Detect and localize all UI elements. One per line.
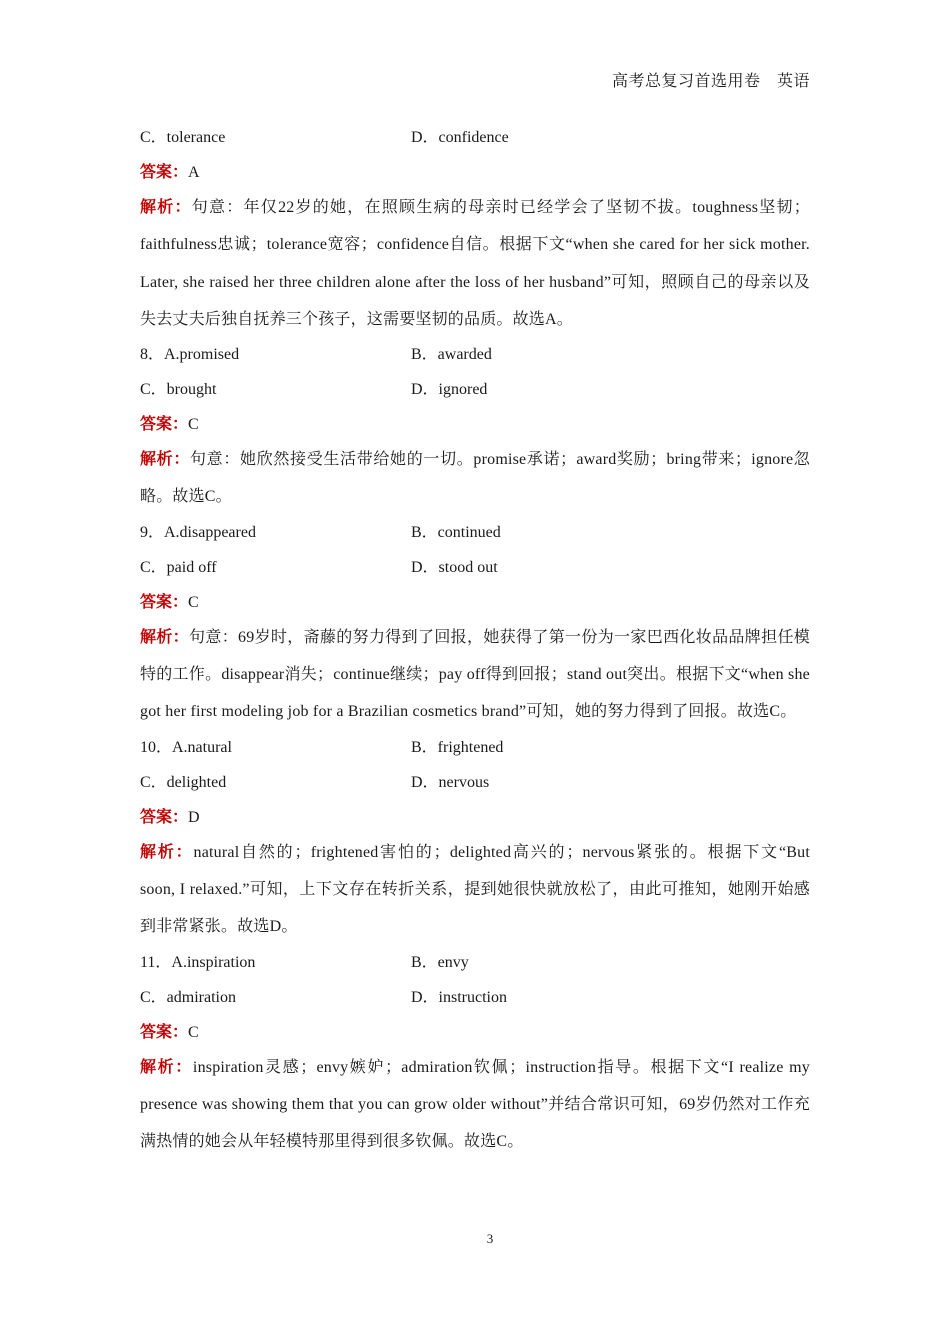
option-row	[140, 519, 810, 554]
option-item: D．confidence	[411, 129, 509, 146]
option-row	[140, 341, 810, 376]
page-header: 高考总复习首选用卷 英语	[611, 73, 810, 90]
explanation	[140, 441, 810, 516]
explanation-label: 解析：	[140, 199, 192, 216]
answer-value: A	[188, 164, 200, 181]
explanation-text: natural自然的；frightened害怕的；delighted高兴的；nervous紧张的。根据下文“But soon, I relaxed.”可知，上下文存在转折关系，提到她很快就放松了，由此可推知，她刚开始感到非常紧张。故选D。	[140, 843, 810, 936]
question-block	[140, 519, 810, 731]
option-row	[140, 734, 810, 769]
option-item: B．awarded	[411, 346, 492, 364]
explanation-label: 解析：	[140, 843, 194, 861]
explanation	[140, 1049, 810, 1161]
explanation-text: 句意：她欣然接受生活带给她的一切。promise承诺；award奖励；bring带来；ignore忽略。故选C。	[140, 451, 810, 506]
option-item: D．ignored	[411, 381, 488, 399]
option-item: 11．A.inspiration	[140, 953, 256, 971]
option-item: C．paid off	[140, 558, 217, 576]
question-block	[140, 341, 810, 516]
option-item: B．envy	[411, 953, 469, 971]
explanation-label: 解析：	[140, 451, 191, 469]
answer-label: 答案：	[140, 808, 189, 826]
explanation	[140, 834, 810, 946]
question-block	[140, 734, 810, 946]
explanation-text: 句意：年仅22岁的她，在照顾生病的母亲时已经学会了坚韧不拔。toughness坚韧；faithfulness忠诚；tolerance宽容；confidence自信。根据下文“when she cared for her sick mother. Later, she raised her three children alone after the loss of her husband”可知，照顾自己的母亲以及失去丈夫后独自抚养三个孩子，这需要坚韧的品质。故选A。	[140, 199, 810, 328]
question-block	[140, 124, 810, 338]
answer-value: C	[188, 416, 199, 434]
option-item: D．nervous	[411, 773, 490, 791]
explanation	[140, 189, 810, 338]
option-item: B．frightened	[411, 738, 504, 756]
answer-label: 答案：	[140, 593, 189, 611]
explanation-label: 解析：	[140, 1058, 193, 1076]
option-item: D．stood out	[411, 558, 498, 576]
explanation-text: inspiration灵感；envy嫉妒；admiration钦佩；instruction指导。根据下文“I realize my presence was showing them that you can grow older without”并结合常识可知，69岁仍然对工作充满热情的她会从年轻模特那里得到很多钦佩。故选C。	[140, 1058, 810, 1151]
answer-value: D	[188, 808, 200, 826]
option-item: B．continued	[411, 523, 501, 541]
option-row	[140, 769, 810, 804]
question-content	[140, 124, 810, 1163]
answer-value: C	[188, 1023, 199, 1041]
option-row	[140, 376, 810, 411]
question-block	[140, 949, 810, 1161]
option-item: 10．A.natural	[140, 738, 232, 756]
option-row	[140, 124, 810, 159]
option-row	[140, 984, 810, 1019]
page-number: 3	[486, 1231, 494, 1246]
option-item: C．brought	[140, 381, 217, 399]
option-item: C．tolerance	[140, 129, 226, 146]
option-item: C．delighted	[140, 773, 227, 791]
explanation-label: 解析：	[140, 628, 190, 646]
option-item: D．instruction	[411, 988, 507, 1006]
explanation-text: 句意：69岁时，斋藤的努力得到了回报，她获得了第一份为一家巴西化妆品品牌担任模特的工作。disappear消失；continue继续；pay off得到回报；stand out突出。根据下文“when she got her first modeling job for a Brazilian cosmetics brand”可知，她的努力得到了回报。故选C。	[140, 628, 810, 721]
option-item: 8．A.promised	[140, 346, 240, 364]
answer-value: C	[188, 593, 199, 611]
option-row	[140, 949, 810, 984]
answer-label: 答案：	[140, 1023, 189, 1041]
explanation	[140, 619, 810, 731]
option-item: 9．A.disappeared	[140, 523, 256, 541]
answer-label: 答案：	[140, 164, 189, 181]
option-row	[140, 554, 810, 589]
answer-label: 答案：	[140, 416, 189, 434]
option-item: C．admiration	[140, 988, 236, 1006]
